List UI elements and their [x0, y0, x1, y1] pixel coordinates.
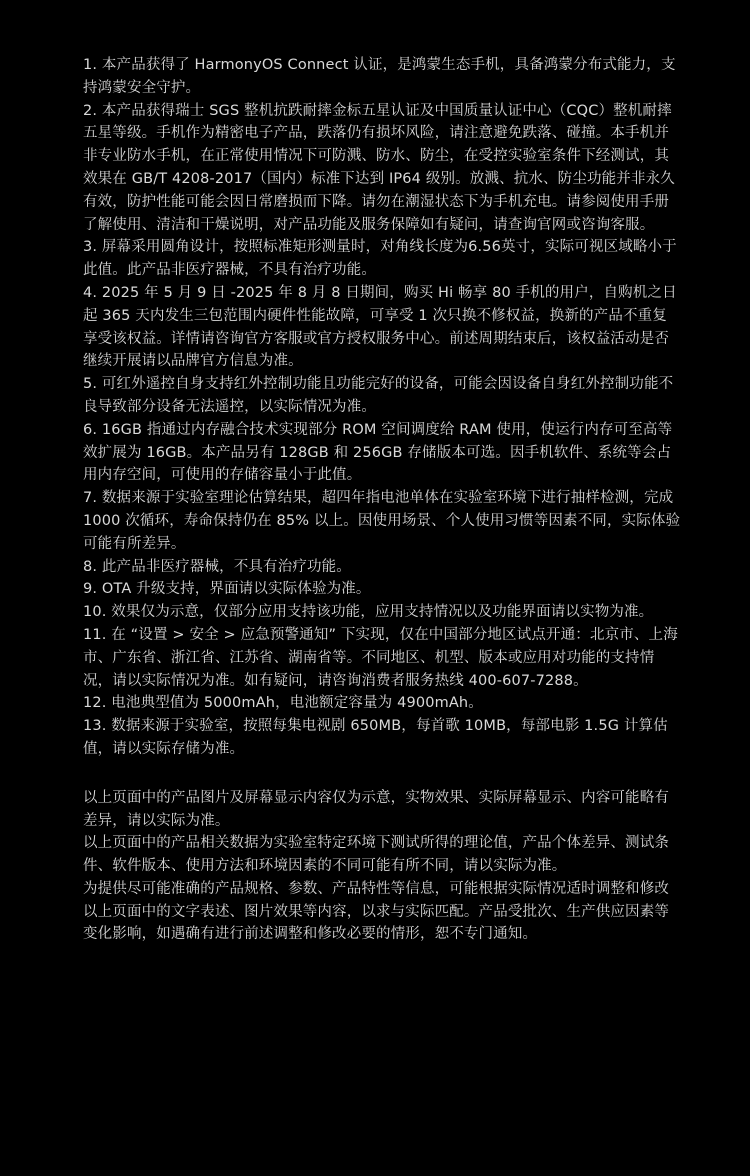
footnote-11: 11. 在 “设置 > 安全 > 应急预警通知” 下实现，仅在中国部分地区试点开通：北京市、上海市、广东省、浙江省、江苏省、湖南省等。不同地区、机型、版本或应用对功能的支持情况，请以实际情况为准。如有疑问，请咨询消费者服务热线 400-607-7288。 [83, 626, 678, 689]
disclaimer-data: 以上页面中的产品相关数据为实验室特定环境下测试所得的理论值，产品个体差异、测试条件、软件版本、使用方法和环境因素的不同可能有所不同，请以实际为准。 [83, 835, 669, 875]
disclaimer-section [83, 787, 681, 947]
footnote-12: 12. 电池典型值为 5000mAh，电池额定容量为 4900mAh。 [83, 695, 483, 712]
footnote-8: 8. 此产品非医疗器械，不具有治疗功能。 [83, 558, 351, 575]
footnote-list [83, 54, 681, 761]
disclaimer-images: 以上页面中的产品图片及屏幕显示内容仅为示意，实物效果、实际屏幕显示、内容可能略有差异，请以实际为准。 [83, 789, 669, 829]
footnote-13: 13. 数据来源于实验室，按照每集电视剧 650MB，每首歌 10MB，每部电影 1.5G 计算估值，请以实际存储为准。 [83, 718, 668, 757]
footnote-5: 5. 可红外遥控自身支持红外控制功能且功能完好的设备，可能会因设备自身红外控制功能不良导致部分设备无法遥控，以实际情况为准。 [83, 376, 674, 415]
footnote-9: 9. OTA 升级支持，界面请以实际体验为准。 [83, 581, 371, 598]
footnote-4: 4. 2025 年 5 月 9 日 -2025 年 8 月 8 日期间，购买 Hi 畅享 80 手机的用户，自购机之日起 365 天内发生三包范围内硬件性能故障，可享受 1 次只换不修权益，换新的产品不重复享受该权益。详情请咨询官方客服或官方授权服务中心。前述周期结束后，该权益活动是否继续开展请以品牌官方信息为准。 [83, 284, 677, 370]
footnote-3: 3. 屏幕采用圆角设计，按照标准矩形测量时，对角线长度为6.56英寸，实际可视区域略小于此值。此产品非医疗器械，不具有治疗功能。 [83, 239, 677, 279]
disclaimer-adjustments: 为提供尽可能准确的产品规格、参数、产品特性等信息，可能根据实际情况适时调整和修改以上页面中的文字表述、图片效果等内容，以求与实际匹配。产品受批次、生产供应因素等变化影响，如遇确有进行前述调整和修改必要的情形，恕不专门通知。 [83, 880, 669, 943]
footnotes-page [83, 54, 681, 946]
footnote-10: 10. 效果仅为示意，仅部分应用支持该功能，应用支持情况以及功能界面请以实物为准。 [83, 604, 654, 621]
footnote-1: 1. 本产品获得了 HarmonyOS Connect 认证，是鸿蒙生态手机，具备鸿蒙分布式能力，支持鸿蒙安全守护。 [83, 57, 676, 96]
footnote-2: 2. 本产品获得瑞士 SGS 整机抗跌耐摔金标五星认证及中国质量认证中心（CQC）整机耐摔五星等级。手机作为精密电子产品，跌落仍有损坏风险，请注意避免跌落、碰撞。本手机并非专业防水手机，在正常使用情况下可防溅、防水、防尘，在受控实验室条件下经测试，其效果在 GB/T 4208-2017（国内）标准下达到 IP64 级别。放溅、抗水、防尘功能并非永久有效，防护性能可能会因日常磨损而下降。请勿在潮湿状态下为手机充电。请参阅使用手册了解使用、清洁和干燥说明，对产品功能及服务保障如有疑问，请查询官网或咨询客服。 [83, 102, 675, 233]
footnote-6: 6. 16GB 指通过内存融合技术实现部分 ROM 空间调度给 RAM 使用，使运行内存可至高等效扩展为 16GB。本产品另有 128GB 和 256GB 存储版本可选。因手机软件、系统等会占用内存空间，可使用的存储容量小于此值。 [83, 421, 673, 484]
footnote-7: 7. 数据来源于实验室理论估算结果，超四年指电池单体在实验室环境下进行抽样检测，完成 1000 次循环，寿命保持仍在 85% 以上。因使用场景、个人使用习惯等因素不同，实际体验可能有所差异。 [83, 490, 681, 552]
